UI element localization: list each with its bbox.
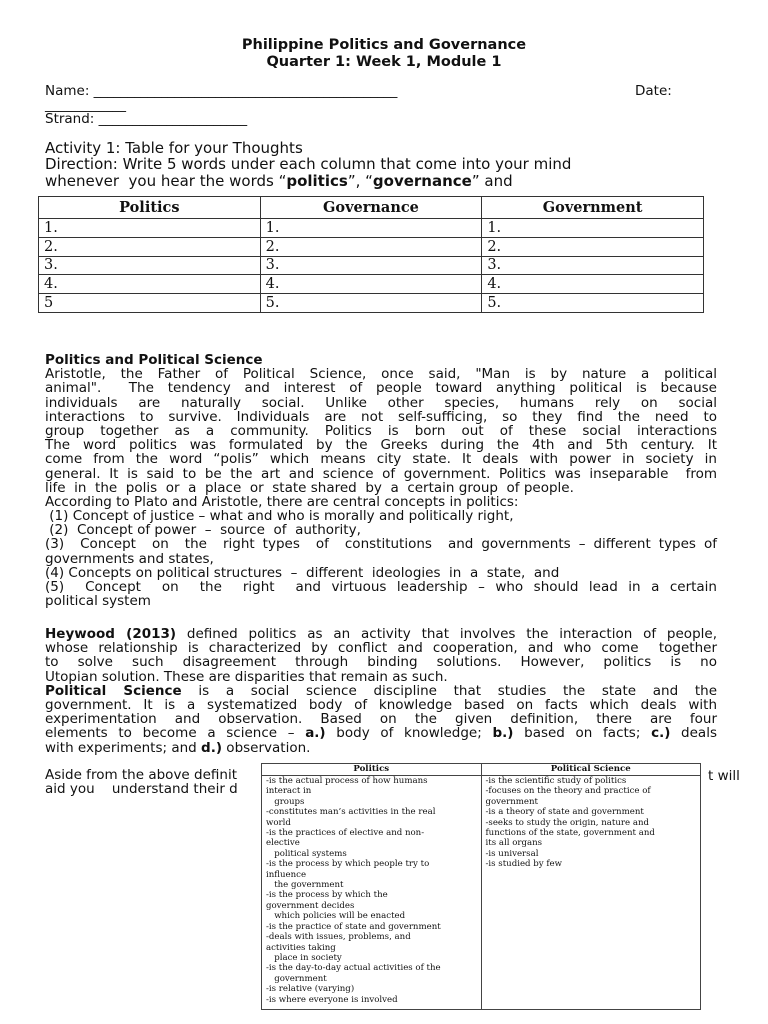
- paragraph-line: life in the polis or a place or state shared by a certain group of people.: [45, 479, 574, 496]
- table-cell[interactable]: 2.: [39, 237, 261, 256]
- paragraph-fragment: t will: [708, 768, 740, 784]
- politics-item-line: political systems: [266, 848, 347, 859]
- section-heading: Politics and Political Science: [45, 352, 263, 368]
- paragraph-line: Aristotle, the Father of Political Science, once said, "Man is by nature a political: [45, 366, 717, 383]
- politics-item-line: activities taking: [266, 942, 336, 953]
- concept-item: (2) Concept of power – source of authority,: [45, 522, 361, 539]
- paragraph-line: individuals are naturally social. Unlike other species, humans rely on social: [45, 394, 717, 411]
- paragraph-line: interactions to survive. Individuals are not self-sufficing, so they find the need to: [45, 408, 717, 425]
- table-cell[interactable]: 5.: [260, 294, 482, 313]
- strand-field-line: Strand: ______________________: [45, 111, 248, 127]
- political-science-item-line: -is studied by few: [485, 859, 562, 870]
- political-science-item-line: -seeks to study the origin, nature and: [485, 817, 649, 828]
- paragraph-line: Political Science is a social science discipline that studies the state and the: [45, 682, 717, 699]
- politics-item-line: place in society: [266, 952, 342, 963]
- concept-item: (5) Concept on the right and virtuous leadership – who should lead in a certain: [45, 579, 717, 595]
- paragraph-line: to solve such disagreement through binding solutions. However, politics is no: [45, 654, 717, 671]
- table-cell[interactable]: 4.: [482, 275, 704, 294]
- political-science-item-line: -is the scientific study of politics: [485, 776, 627, 786]
- politics-item-line: -deals with issues, problems, and: [266, 932, 411, 943]
- paragraph-line: animal". The tendency and interest of people toward anything political is because: [45, 380, 717, 397]
- political-science-item-line: -is universal: [485, 848, 539, 859]
- activity-direction: [45, 156, 571, 190]
- political-science-column: [482, 776, 701, 1009]
- political-science-item-line: -focuses on the theory and practice of: [485, 786, 651, 797]
- table-cell[interactable]: 5.: [482, 294, 704, 313]
- name-field-line: Name: _____________________________________________: [45, 83, 398, 99]
- thoughts-table: [38, 196, 704, 313]
- column-header-politics: Politics: [262, 764, 482, 775]
- table-cell[interactable]: 3.: [260, 256, 482, 275]
- politics-item-line: -is the actual process of how humans: [266, 776, 428, 786]
- political-science-item-line: its all organs: [485, 838, 543, 849]
- political-science-item-line: functions of the state, government and: [485, 828, 655, 839]
- table-cell[interactable]: 3.: [482, 256, 704, 275]
- table-row: [39, 237, 704, 256]
- politics-item-line: influence: [266, 869, 307, 880]
- paragraph-line: Heywood (2013) defined politics as an activity that involves the interaction of people,: [45, 626, 717, 642]
- paragraph-line: Aside from the above definit: [45, 767, 238, 783]
- direction-line1: Direction: Write 5 words under each column that come into your mind: [45, 155, 572, 173]
- paragraph-line: aid you understand their d: [45, 781, 238, 798]
- concept-item: (1) Concept of justice – what and who is morally and politically right,: [45, 508, 514, 525]
- document-subtitle: Quarter 1: Week 1, Module 1: [266, 54, 502, 70]
- column-header-governance: Governance: [260, 197, 482, 219]
- column-header-government: Government: [482, 197, 704, 219]
- table-cell[interactable]: 3.: [39, 256, 261, 275]
- table-cell[interactable]: 1.: [260, 219, 482, 238]
- date-field-line: ____________: [45, 97, 126, 113]
- paragraph-line: whose relationship is characterized by conflict and cooperation, and who come together: [45, 640, 717, 657]
- section-definitions: [45, 627, 717, 755]
- table-cell[interactable]: 5: [39, 294, 261, 313]
- politics-item-line: -is the day-to-day actual activities of the: [266, 963, 441, 974]
- table-cell[interactable]: 4.: [260, 275, 482, 294]
- table-cell[interactable]: 4.: [39, 275, 261, 294]
- column-header-politics: Politics: [39, 197, 261, 219]
- direction-end: ” and: [471, 172, 513, 190]
- politics-item-line: -is the process by which people try to: [266, 859, 430, 870]
- table-cell[interactable]: 2.: [482, 237, 704, 256]
- document-title: Philippine Politics and Governance: [241, 37, 527, 53]
- table-row: [39, 275, 704, 294]
- politics-item-line: -is relative (varying): [266, 984, 355, 995]
- politics-item-line: -constitutes man’s activities in the real: [266, 807, 436, 818]
- paragraph-line: group together as a community. Politics is born out of these social interactions: [45, 422, 717, 439]
- politics-item-line: government decides: [266, 900, 355, 911]
- table-row: [39, 294, 704, 313]
- politics-item-line: interact in: [266, 786, 312, 797]
- concept-item: (3) Concept on the right types of constitutions and governments – different types of: [45, 536, 717, 553]
- politics-item-line: -is the practices of elective and non-: [266, 828, 425, 839]
- paragraph-line: general. It is said to be the art and science of government. Politics was inseparable from: [45, 465, 717, 482]
- politics-vs-political-science-table: [261, 763, 701, 1010]
- paragraph-line: with experiments; and d.) observation.: [45, 739, 311, 756]
- political-science-item-line: government: [485, 796, 538, 807]
- paragraph-line: experimentation and observation. Based on the given definition, there are four: [45, 711, 717, 728]
- paragraph-line: come from the word “polis” which means city state. It deals with power in society in: [45, 451, 717, 468]
- paragraph-line: The word politics was formulated by the Greeks during the 4th and 5th century. It: [45, 437, 717, 454]
- activity-title: Activity 1: Table for your Thoughts: [45, 139, 303, 157]
- politics-item-line: the government: [266, 880, 344, 891]
- table-cell[interactable]: 2.: [260, 237, 482, 256]
- thoughts-table-header: [39, 197, 704, 219]
- comparison-table-body: [262, 776, 700, 1009]
- table-row: [39, 256, 704, 275]
- column-header-political-science: Political Science: [550, 764, 631, 774]
- politics-item-line: which policies will be enacted: [266, 911, 406, 922]
- paragraph-line: government. It is a systematized body of knowledge based on facts which deals with: [45, 696, 717, 713]
- political-science-item-line: -is a theory of state and government: [485, 807, 644, 818]
- direction-line2-pre: whenever you hear the words “: [45, 172, 287, 190]
- table-row: [39, 219, 704, 238]
- comparison-table-header: [262, 764, 700, 776]
- politics-item-line: groups: [266, 796, 305, 807]
- paragraph-line: elements to become a science – a.) body of knowledge; b.) based on facts; c.) deals: [45, 725, 717, 742]
- politics-item-line: elective: [266, 838, 300, 849]
- table-cell[interactable]: 1.: [482, 219, 704, 238]
- direction-word-governance: governance: [372, 172, 472, 190]
- table-cell[interactable]: 1.: [39, 219, 261, 238]
- politics-item-line: world: [266, 817, 291, 828]
- date-field-label: Date:: [635, 83, 672, 99]
- direction-mid: ”, “: [347, 172, 373, 190]
- concept-item: political system: [45, 593, 151, 610]
- concept-item: (4) Concepts on political structures – different ideologies in a state, and: [45, 564, 560, 581]
- section-politics-and-political-science: [45, 353, 717, 608]
- paragraph-line: Utopian solution. These are disparities that remain as such.: [45, 668, 448, 685]
- politics-column: [262, 776, 482, 1009]
- politics-item-line: government: [266, 973, 327, 984]
- politics-item-line: -is the practice of state and government: [266, 921, 441, 932]
- concept-item: governments and states,: [45, 550, 214, 567]
- politics-item-line: -is where everyone is involved: [266, 994, 398, 1005]
- direction-word-politics: politics: [286, 172, 348, 190]
- politics-item-line: -is the process by which the: [266, 890, 388, 901]
- paragraph-line: According to Plato and Aristotle, there are central concepts in politics:: [45, 493, 519, 510]
